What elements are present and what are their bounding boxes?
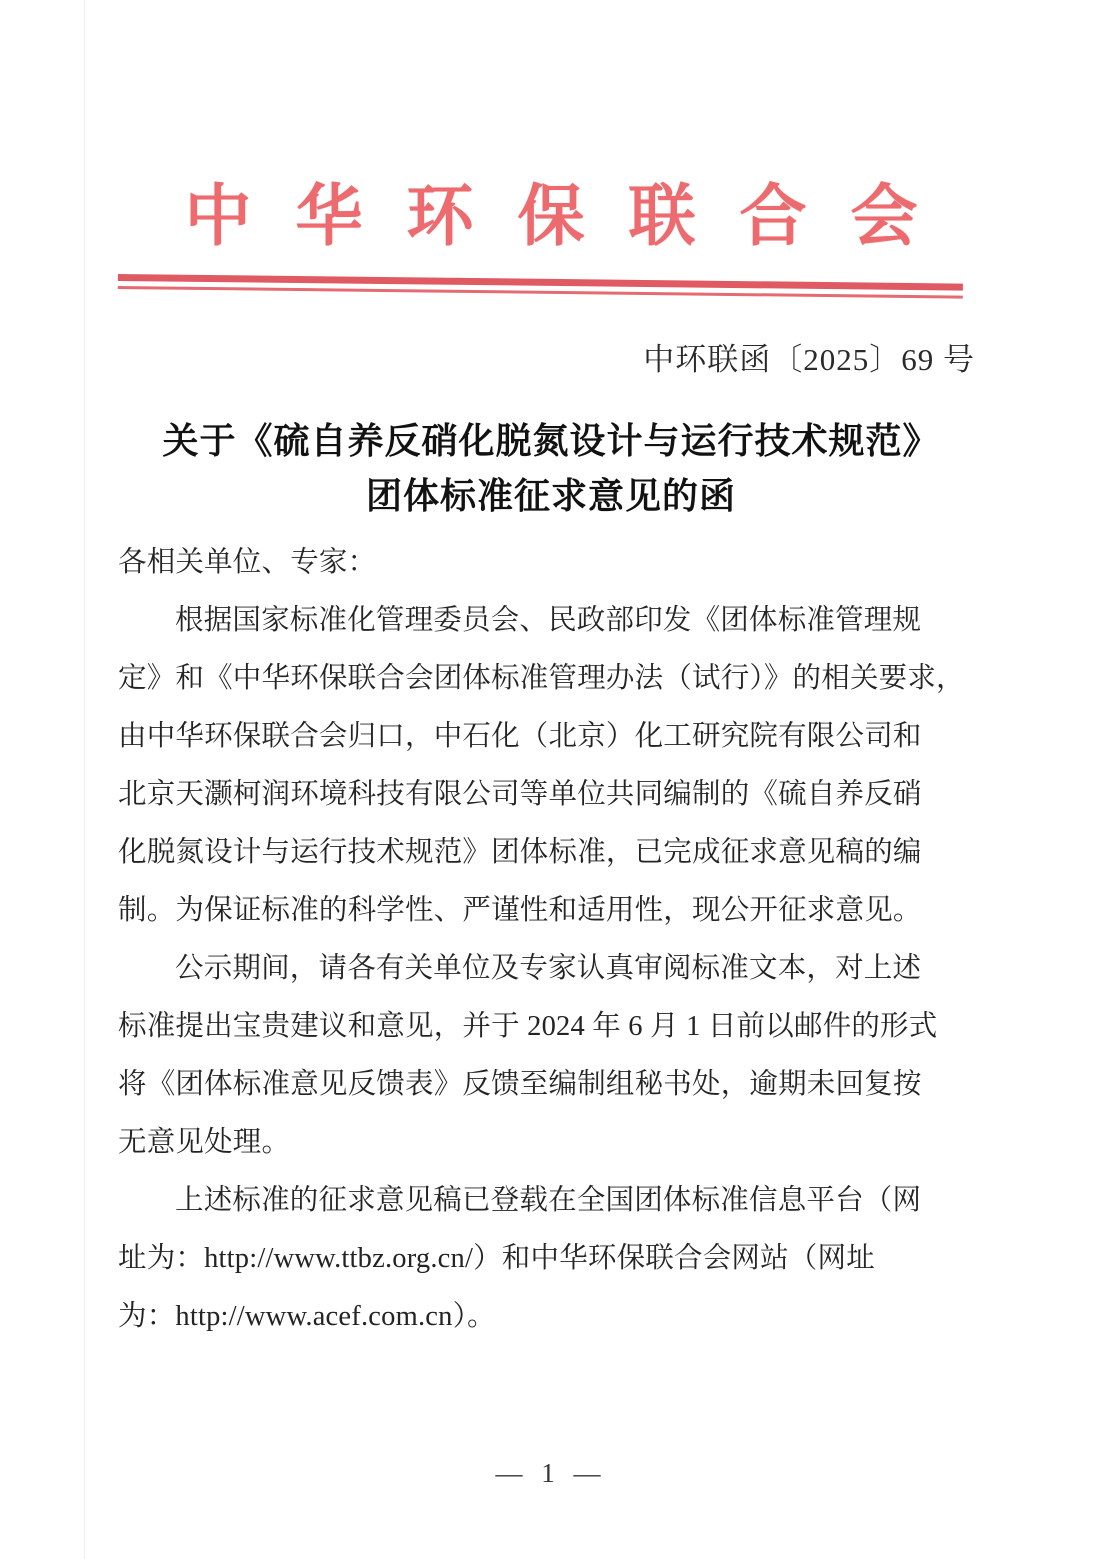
body-line: 制。为保证标准的科学性、严谨性和适用性，现公开征求意见。 <box>118 895 922 926</box>
body-line: 标准提出宝贵建议和意见，并于 2024 年 6 月 1 日前以邮件的形式 <box>118 1011 938 1042</box>
body-line: 定》和《中华环保联合会团体标准管理办法（试行）》的相关要求， <box>118 663 965 694</box>
body-line: 上述标准的征求意见稿已登载在全国团体标准信息平台（网 <box>175 1185 922 1216</box>
body-line: 由中华环保联合会归口，中石化（北京）化工研究院有限公司和 <box>118 721 922 752</box>
body-line: 根据国家标准化管理委员会、民政部印发《团体标准管理规 <box>175 605 922 636</box>
letter-body <box>118 534 978 1346</box>
body-line: 公示期间，请各有关单位及专家认真审阅标准文本，对上述 <box>175 953 922 984</box>
body-line: 将《团体标准意见反馈表》反馈至编制组秘书处，逾期未回复按 <box>118 1069 922 1100</box>
body-line: 为：http://www.acef.com.cn）。 <box>118 1301 496 1332</box>
document-title <box>0 414 1102 524</box>
document-number: 中环联函〔2025〕69 号 <box>643 342 975 377</box>
salutation-line: 各相关单位、专家： <box>118 547 377 578</box>
body-line: 址为：http://www.ttbz.org.cn/）和中华环保联合会网站（网址 <box>118 1243 875 1274</box>
page-number: — 1 — <box>495 1458 607 1488</box>
letterhead-divider <box>118 274 963 299</box>
document-title-line1: 关于《硫自养反硝化脱氮设计与运行技术规范》 <box>162 421 940 461</box>
body-line: 无意见处理。 <box>118 1127 291 1158</box>
letterhead-org-name: 中华环保联合会 <box>184 180 962 254</box>
body-line: 化脱氮设计与运行技术规范》团体标准，已完成征求意见稿的编 <box>118 837 922 868</box>
document-title-line2: 团体标准征求意见的函 <box>365 476 736 516</box>
body-line: 北京天灏柯润环境科技有限公司等单位共同编制的《硫自养反硝 <box>118 779 922 810</box>
